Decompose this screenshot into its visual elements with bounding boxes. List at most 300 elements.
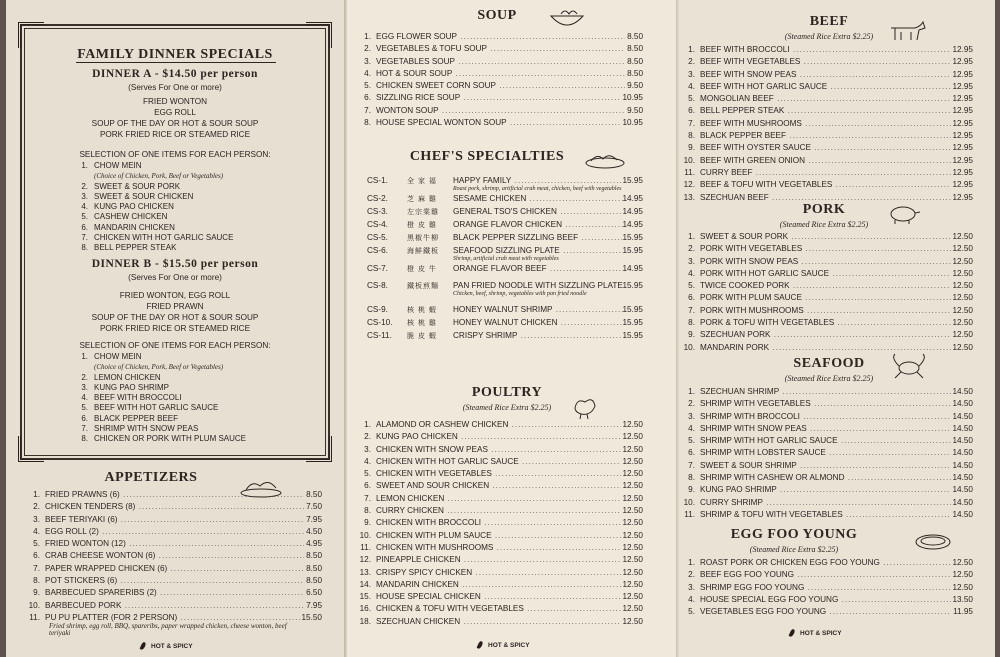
item-name: ORANGE FLAVOR BEEF ..... xyxy=(453,264,623,273)
item-number: 1. xyxy=(81,352,88,361)
item-name: HOUSE SPECIAL EGG FOO YOUNG ..... xyxy=(700,594,951,606)
menu-item xyxy=(681,484,973,496)
menu-item xyxy=(357,530,643,542)
item-name: SWEET & SOUR PORK ..... xyxy=(700,231,951,243)
item-name: BEEF WITH SNOW PEAS ..... xyxy=(700,69,951,81)
menu-item xyxy=(681,582,973,594)
item-price: 14.50 xyxy=(952,423,973,433)
item-code: CS-4. xyxy=(367,220,388,229)
item-name: SWEET & SOUR CHICKEN xyxy=(94,191,194,201)
item-name: PU PU PLATTER (FOR 2 PERSON) ..... xyxy=(45,612,300,624)
item-price: 12.95 xyxy=(952,192,973,202)
chef-item xyxy=(367,281,643,298)
hot-spicy-icon xyxy=(140,641,147,650)
item-number: 8. xyxy=(364,506,371,516)
item-name: BEEF WITH MUSHROOMS ..... xyxy=(700,118,951,130)
middle-panel xyxy=(347,0,677,657)
selection-item xyxy=(68,352,318,362)
item-number: 6. xyxy=(688,106,695,116)
item-name: CHICKEN WITH BROCCOLI ..... xyxy=(376,517,621,529)
item-price: 12.50 xyxy=(622,444,643,454)
appetizers-list xyxy=(26,489,322,624)
chef-item-row xyxy=(367,246,643,256)
item-price: 14.50 xyxy=(952,399,973,409)
item-number: 1. xyxy=(688,387,695,396)
item-name: CHOW MEIN xyxy=(94,161,142,170)
item-price: 8.50 xyxy=(306,490,322,499)
dinner-b-items xyxy=(68,352,318,445)
selection-item xyxy=(68,414,318,424)
item-name: KUNG PAO CHICKEN xyxy=(94,202,174,212)
item-number: 2. xyxy=(81,181,88,191)
chef-item-row xyxy=(367,331,643,341)
item-price: 11.95 xyxy=(953,607,973,617)
item-name: SEAFOOD SIZZLING PLATE ..... xyxy=(453,246,623,255)
selection-item xyxy=(68,393,318,403)
item-name: EGG ROLL (2) ..... xyxy=(45,526,304,538)
item-price: 6.50 xyxy=(306,588,322,598)
crab-icon xyxy=(887,352,933,380)
item-number: 2. xyxy=(364,432,371,442)
item-number: 10. xyxy=(28,600,40,610)
beef-title: BEEF xyxy=(809,14,849,29)
chef-item-row xyxy=(367,176,643,186)
item-number: 1. xyxy=(688,558,695,567)
menu-item xyxy=(681,292,973,304)
selection-item xyxy=(68,161,318,171)
item-price: 15.95 xyxy=(622,305,643,314)
item-name: CURRY CHICKEN ..... xyxy=(376,505,621,517)
item-name: KUNG PAO SHRIMP ..... xyxy=(700,484,951,496)
item-name: BARBECUED PORK ..... xyxy=(45,600,304,612)
menu-item xyxy=(357,505,643,517)
item-number: 10. xyxy=(683,155,695,165)
item-price: 15.95 xyxy=(622,233,643,242)
item-name: VEGETABLES EGG FOO YOUNG ..... xyxy=(700,606,951,618)
chef-dish-icon xyxy=(583,149,627,171)
item-number: 3. xyxy=(33,514,40,524)
menu-item xyxy=(681,155,973,167)
item-name: KUNG PAO SHRIMP xyxy=(94,382,169,392)
item-chinese-name: 核 桃 蝦 xyxy=(407,307,437,314)
item-number: 2. xyxy=(364,44,371,54)
item-name: WONTON SOUP ..... xyxy=(376,105,625,117)
item-name: BELL PEPPER STEAK ..... xyxy=(700,105,951,117)
menu-item xyxy=(681,81,973,93)
item-name: HOUSE SPECIAL CHICKEN ..... xyxy=(376,591,621,603)
item-name: CHICKEN WITH MUSHROOMS ..... xyxy=(376,542,621,554)
item-price: 12.50 xyxy=(952,582,973,592)
item-name: LEMON CHICKEN ..... xyxy=(376,493,621,505)
included-item: PORK FRIED RICE OR STEAMED RICE xyxy=(99,130,251,139)
item-price: 4.50 xyxy=(306,526,322,536)
item-code: CS-7. xyxy=(367,264,388,273)
egg-foo-young-icon xyxy=(913,530,953,552)
item-name: SHRIMP WITH LOBSTER SAUCE ..... xyxy=(700,447,951,459)
item-number: 3. xyxy=(688,411,695,421)
dinner-a-items xyxy=(68,161,318,254)
eggfoo-list xyxy=(681,557,973,618)
item-price: 8.50 xyxy=(627,32,643,41)
item-description: Chicken, beef, shrimp, vegetables with pan fried noodle xyxy=(453,291,587,297)
item-name: BEEF WITH GREEN ONION ..... xyxy=(700,155,951,167)
item-name: SIZZLING RICE SOUP ..... xyxy=(376,92,621,104)
menu-item xyxy=(26,575,322,587)
included-item: PORK FRIED RICE OR STEAMED RICE xyxy=(99,324,251,333)
item-price: 14.95 xyxy=(622,207,643,216)
chef-item-row xyxy=(367,318,643,328)
item-number: 4. xyxy=(33,526,40,536)
item-number: 9. xyxy=(33,588,40,598)
chef-item-row xyxy=(367,220,643,230)
item-number: 1. xyxy=(81,161,88,170)
item-price: 8.50 xyxy=(306,563,322,573)
item-number: 11. xyxy=(29,612,40,622)
item-name: CHICKEN & TOFU WITH VEGETABLES ..... xyxy=(376,603,621,615)
item-number: 6. xyxy=(81,222,88,232)
selection-item xyxy=(68,192,318,202)
chef-item xyxy=(367,331,643,341)
item-number: 1. xyxy=(364,420,371,429)
item-price: 14.50 xyxy=(952,387,973,396)
item-price: 12.50 xyxy=(952,256,973,266)
item-number: 2. xyxy=(33,502,40,512)
item-number: 6. xyxy=(364,481,371,491)
item-price: 12.50 xyxy=(622,616,643,626)
hot-spicy-legend-2: HOT & SPICY xyxy=(488,642,530,649)
item-name: PINEAPPLE CHICKEN ..... xyxy=(376,554,621,566)
chef-item xyxy=(367,207,643,217)
item-price: 12.95 xyxy=(952,143,973,153)
item-number: 9. xyxy=(688,143,695,153)
item-price: 12.50 xyxy=(952,318,973,328)
item-price: 14.50 xyxy=(952,473,973,483)
item-price: 12.50 xyxy=(952,244,973,254)
menu-item xyxy=(357,444,643,456)
menu-item xyxy=(357,56,643,68)
hot-spicy-icon-3 xyxy=(789,628,796,637)
item-number: 8. xyxy=(33,576,40,586)
selection-item xyxy=(68,223,318,233)
item-number: 4. xyxy=(364,68,371,78)
menu-item xyxy=(357,431,643,443)
item-name: POT STICKERS (6) ..... xyxy=(45,575,304,587)
item-number: 8. xyxy=(364,118,371,128)
item-number: 7. xyxy=(364,493,371,503)
menu-item xyxy=(357,616,643,628)
selection-item xyxy=(68,212,318,222)
item-code: CS-5. xyxy=(367,233,388,242)
item-chinese-name: 橙 皮 牛 xyxy=(407,266,437,273)
menu-item xyxy=(681,411,973,423)
item-chinese-name: 全 家 福 xyxy=(407,178,437,185)
item-name: SHRIMP WITH SNOW PEAS xyxy=(94,424,199,434)
item-chinese-name: 黑椒牛柳 xyxy=(407,235,439,242)
beef-note: (Steamed Rice Extra $2.25) xyxy=(784,32,874,41)
chef-item-row xyxy=(367,207,643,217)
item-description: Shrimp, artificial crab meat with vegetables xyxy=(453,256,559,262)
item-price: 12.50 xyxy=(622,592,643,602)
menu-item xyxy=(681,231,973,243)
item-name: BEEF WITH VEGETABLES ..... xyxy=(700,56,951,68)
item-chinese-name: 芝 麻 雞 xyxy=(407,196,437,203)
item-name: FRIED PRAWNS (6) ..... xyxy=(45,489,304,501)
item-price: 8.50 xyxy=(627,68,643,78)
item-chinese-name: 鐵板煎麵 xyxy=(407,283,439,290)
menu-item xyxy=(681,142,973,154)
menu-item xyxy=(681,497,973,509)
item-number: 5. xyxy=(688,436,695,446)
menu-item xyxy=(26,587,322,599)
item-name: LEMON CHICKEN xyxy=(94,372,161,382)
item-number: 2. xyxy=(688,399,695,409)
chicken-icon xyxy=(569,392,601,420)
menu-item xyxy=(357,92,643,104)
item-name: BEEF WITH OYSTER SAUCE ..... xyxy=(700,142,951,154)
item-number: 5. xyxy=(688,94,695,104)
item-price: 12.95 xyxy=(952,167,973,177)
dinner-b-selection: SELECTION OF ONE ITEMS FOR EACH PERSON: xyxy=(79,341,271,350)
item-name: SWEET & SOUR PORK xyxy=(94,181,181,191)
eggfoo-title: EGG FOO YOUNG xyxy=(730,527,858,542)
menu-item xyxy=(357,105,643,117)
item-name: SHRIMP EGG FOO YOUNG ..... xyxy=(700,582,951,594)
item-code: CS-10. xyxy=(367,318,393,327)
item-number: 8. xyxy=(688,473,695,483)
item-name: HAPPY FAMILY ..... xyxy=(453,176,623,185)
item-number: 5. xyxy=(364,469,371,479)
item-price: 12.50 xyxy=(622,542,643,552)
menu-item xyxy=(357,579,643,591)
chefs-list xyxy=(367,176,643,344)
item-name: PORK WITH SNOW PEAS ..... xyxy=(700,256,951,268)
item-price: 12.50 xyxy=(622,420,643,429)
item-name: CRISPY SHRIMP ..... xyxy=(453,331,623,340)
included-item: SOUP OF THE DAY OR HOT & SOUR SOUP xyxy=(91,313,259,322)
poultry-note: (Steamed Rice Extra $2.25) xyxy=(462,403,552,412)
item-name: PAPER WRAPPED CHICKEN (6) ..... xyxy=(45,563,304,575)
item-price: 14.50 xyxy=(952,485,973,495)
menu-item xyxy=(681,386,973,398)
item-name: SESAME CHICKEN ..... xyxy=(453,194,623,203)
item-number: 9. xyxy=(364,518,371,528)
item-name: SHRIMP WITH SNOW PEAS ..... xyxy=(700,423,951,435)
item-number: 5. xyxy=(688,281,695,291)
item-number: 7. xyxy=(81,233,88,243)
item-price: 9.50 xyxy=(627,81,643,91)
item-price: 14.50 xyxy=(952,448,973,458)
menu-item xyxy=(26,514,322,526)
item-price: 14.95 xyxy=(622,220,643,229)
item-name: SZECHUAN BEEF ..... xyxy=(700,192,951,204)
menu-item xyxy=(681,606,973,618)
seafood-title: SEAFOOD xyxy=(793,356,865,371)
eggfoo-note: (Steamed Rice Extra $2.25) xyxy=(749,545,839,554)
item-number: 5. xyxy=(33,539,40,549)
menu-item xyxy=(26,600,322,612)
included-item: EGG ROLL xyxy=(154,108,196,117)
item-name: BEEF TERIYAKI (6) ..... xyxy=(45,514,304,526)
menu-item xyxy=(681,317,973,329)
item-price: 12.50 xyxy=(622,481,643,491)
item-code: CS-8. xyxy=(367,281,388,290)
item-number: 5. xyxy=(81,403,88,413)
item-number: 9. xyxy=(688,485,695,495)
item-number: 8. xyxy=(688,318,695,328)
menu-item xyxy=(681,569,973,581)
item-number: 10. xyxy=(359,530,371,540)
item-number: 3. xyxy=(81,191,88,201)
item-price: 10.95 xyxy=(622,93,643,103)
item-name: CRISPY SPICY CHICKEN ..... xyxy=(376,567,621,579)
item-name: CHICKEN WITH VEGETABLES ..... xyxy=(376,468,621,480)
item-chinese-name: 核 桃 雞 xyxy=(407,320,437,327)
selection-item xyxy=(68,171,318,181)
menu-item xyxy=(681,44,973,56)
item-price: 14.50 xyxy=(952,509,973,519)
item-price: 12.50 xyxy=(622,579,643,589)
pork-note: (Steamed Rice Extra $2.25) xyxy=(779,220,869,229)
item-number: 6. xyxy=(81,413,88,423)
item-name: ALAMOND OR CASHEW CHICKEN ..... xyxy=(376,419,621,431)
item-name: MONGOLIAN BEEF ..... xyxy=(700,93,951,105)
menu-item xyxy=(357,517,643,529)
included-item: SOUP OF THE DAY OR HOT & SOUR SOUP xyxy=(91,119,259,128)
item-price: 12.50 xyxy=(952,570,973,580)
menu-item xyxy=(681,280,973,292)
item-name: CHICKEN WITH HOT GARLIC SAUCE ..... xyxy=(376,456,621,468)
menu-item xyxy=(357,80,643,92)
menu-item xyxy=(681,256,973,268)
item-price: 12.50 xyxy=(622,530,643,540)
family-dinner-title: FAMILY DINNER SPECIALS xyxy=(77,47,273,62)
pig-icon xyxy=(887,203,923,225)
item-price: 7.95 xyxy=(306,600,322,610)
item-code: CS-3. xyxy=(367,207,388,216)
menu-item xyxy=(357,456,643,468)
item-number: 13. xyxy=(359,567,371,577)
item-name: CURRY SHRIMP ..... xyxy=(700,497,951,509)
item-price: 12.50 xyxy=(622,567,643,577)
item-name: PORK & TOFU WITH VEGETABLES ..... xyxy=(700,317,951,329)
item-name: ORANGE FLAVOR CHICKEN ..... xyxy=(453,220,623,229)
menu-item xyxy=(681,56,973,68)
item-number: 13. xyxy=(683,192,695,202)
selection-item xyxy=(68,434,318,444)
item-number: 10. xyxy=(683,342,695,352)
menu-item xyxy=(681,167,973,179)
item-code: CS-2. xyxy=(367,194,388,203)
item-name: BEEF WITH HOT GARLIC SAUCE xyxy=(94,403,219,413)
item-name: PAN FRIED NOODLE WITH SIZZLING PLATE ..... xyxy=(453,281,623,290)
item-number: 8. xyxy=(81,434,88,444)
item-number: 4. xyxy=(688,594,695,604)
pork-list xyxy=(681,231,973,354)
item-price: 12.50 xyxy=(622,555,643,565)
item-price: 7.95 xyxy=(306,514,322,524)
item-number: 9. xyxy=(688,330,695,340)
menu-item xyxy=(26,526,322,538)
item-price: 15.95 xyxy=(622,246,643,255)
soup-title: SOUP xyxy=(477,8,517,23)
item-price: 15.95 xyxy=(622,176,643,185)
poultry-list xyxy=(357,419,643,628)
item-price: 12.95 xyxy=(952,94,973,104)
selection-item xyxy=(68,403,318,413)
item-name: SHRIMP WITH HOT GARLIC SAUCE ..... xyxy=(700,435,951,447)
menu-item xyxy=(681,557,973,569)
item-price: 12.50 xyxy=(952,342,973,352)
item-number: 7. xyxy=(364,105,371,115)
chef-item xyxy=(367,176,643,193)
item-name: PORK WITH HOT GARLIC SAUCE ..... xyxy=(700,268,951,280)
dinner-a-selection: SELECTION OF ONE ITEMS FOR EACH PERSON: xyxy=(79,150,271,159)
item-number: 16. xyxy=(359,604,371,614)
item-number: 12. xyxy=(683,180,695,190)
menu-item xyxy=(681,329,973,341)
menu-item xyxy=(681,435,973,447)
item-price: 8.50 xyxy=(627,56,643,66)
poultry-title: POULTRY xyxy=(471,385,543,400)
menu-item xyxy=(357,68,643,80)
menu-item xyxy=(681,423,973,435)
item-price: 12.50 xyxy=(622,456,643,466)
chef-item xyxy=(367,264,643,274)
item-price: 12.50 xyxy=(622,493,643,503)
item-number: 4. xyxy=(81,202,88,212)
chef-item xyxy=(367,233,643,243)
soup-bowl-icon xyxy=(547,6,587,30)
chefs-title: CHEF'S SPECIALTIES xyxy=(409,149,565,164)
chef-item xyxy=(367,305,643,315)
menu-item xyxy=(357,603,643,615)
item-number: 3. xyxy=(688,256,695,266)
soup-list xyxy=(357,31,643,129)
selection-item xyxy=(68,243,318,253)
item-name: SHRIMP WITH BROCCOLI ..... xyxy=(700,411,951,423)
item-name: BEEF WITH BROCCOLI ..... xyxy=(700,44,951,56)
dinner-a-includes xyxy=(20,96,330,140)
item-price: 12.95 xyxy=(952,106,973,116)
selection-item xyxy=(68,373,318,383)
menu-item xyxy=(681,93,973,105)
item-name: BELL PEPPER STEAK xyxy=(94,243,177,253)
item-name: HOT & SOUR SOUP ..... xyxy=(376,68,625,80)
item-name: PORK WITH MUSHROOMS ..... xyxy=(700,305,951,317)
item-name: CHICKEN OR PORK WITH PLUM SAUCE xyxy=(94,434,247,444)
seafood-list xyxy=(681,386,973,521)
item-name: CRAB CHEESE WONTON (6) ..... xyxy=(45,550,304,562)
item-name: CURRY BEEF ..... xyxy=(700,167,951,179)
item-price: 8.50 xyxy=(306,576,322,586)
item-price: 14.50 xyxy=(952,460,973,470)
item-name: SWEET AND SOUR CHICKEN ..... xyxy=(376,480,621,492)
item-name: EGG FLOWER SOUP ..... xyxy=(376,31,625,43)
item-name: BARBECUED SPARERIBS (2) ..... xyxy=(45,587,304,599)
left-panel xyxy=(6,0,346,657)
chef-item xyxy=(367,220,643,230)
menu-item xyxy=(681,130,973,142)
menu-item xyxy=(681,118,973,130)
dinner-b-includes xyxy=(20,290,330,334)
chef-item-row xyxy=(367,305,643,315)
item-price: 14.50 xyxy=(952,411,973,421)
item-name: SZECHUAN CHICKEN ..... xyxy=(376,616,621,628)
dinner-b-title: DINNER B - $15.50 per person xyxy=(91,258,259,270)
item-price: 12.50 xyxy=(622,469,643,479)
selection-item xyxy=(68,233,318,243)
item-name: PORK WITH VEGETABLES ..... xyxy=(700,243,951,255)
